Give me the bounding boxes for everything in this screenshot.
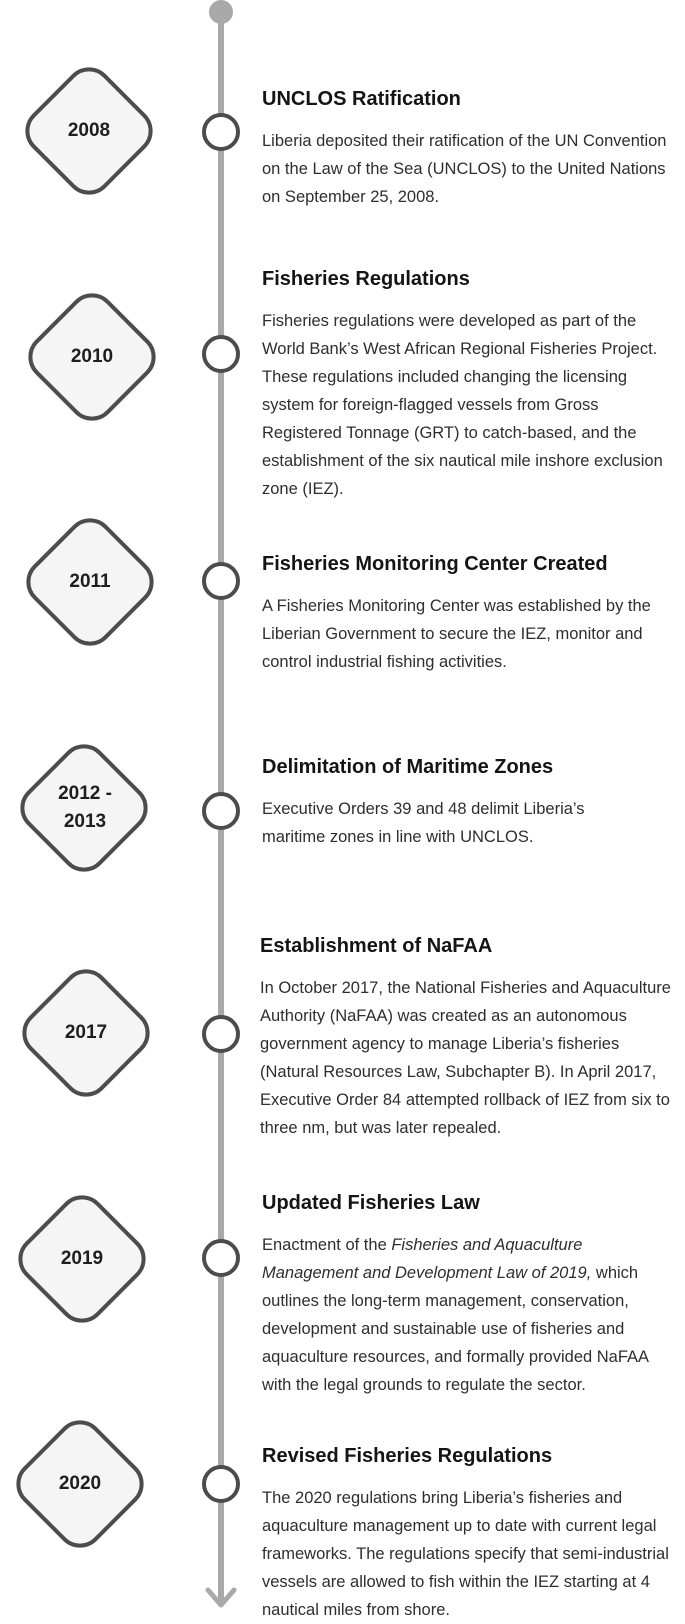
event-year: 2010	[70, 346, 114, 367]
event-year: 2017	[64, 1022, 108, 1043]
event-title: Establishment of NaFAA	[260, 935, 493, 957]
event-year: 2008	[67, 120, 111, 141]
timeline-node	[202, 335, 240, 373]
timeline-node	[202, 1465, 240, 1503]
description-prefix: Enactment of the	[262, 1236, 392, 1254]
timeline-node	[202, 1015, 240, 1053]
event-description: Fisheries regulations were developed as part of the World Bank’s West African Regional Fisheries Project. These regulations included changing the licensing system for foreign-flagged vessels from Gross Registered Tonnage (GRT) to catch-based, and the establishment of the six nautical mile inshore exclusion zone (IEZ).	[262, 312, 663, 498]
event-title: Revised Fisheries Regulations	[262, 1445, 553, 1467]
event-description: Liberia deposited their ratification of the UN Convention on the Law of the Sea (UNCLOS) to the United Nations on September 25, 2008.	[262, 132, 667, 206]
timeline-node	[202, 562, 240, 600]
event-title: Fisheries Monitoring Center Created	[262, 553, 608, 575]
event-year: 2011	[69, 571, 111, 592]
event-description: Executive Orders 39 and 48 delimit Liberia’s maritime zones in line with UNCLOS.	[262, 800, 585, 846]
event-description	[262, 1231, 672, 1399]
event-description: A Fisheries Monitoring Center was established by the Liberian Government to secure the IEZ, monitor and control industrial fishing activities.	[262, 597, 651, 671]
event-year: 2019	[60, 1248, 104, 1269]
event-year: 2012 - 2013	[58, 783, 112, 832]
description-suffix: which outlines the long-term management, conservation, development and sustainable use of fisheries and aquaculture resources, and formally provided NaFAA with the legal grounds to regulate the sector.	[262, 1264, 649, 1394]
timeline-node	[202, 1239, 240, 1277]
event-title: UNCLOS Ratification	[262, 88, 461, 110]
event-title: Fisheries Regulations	[262, 268, 470, 290]
timeline-node	[202, 113, 240, 151]
timeline-node	[202, 792, 240, 830]
event-description: The 2020 regulations bring Liberia’s fisheries and aquaculture management up to date with current legal frameworks. The regulations specify that semi-industrial vessels are allowed to fish within the IEZ starting at 4 nautical miles from shore.	[262, 1489, 669, 1619]
event-title: Delimitation of Maritime Zones	[262, 756, 554, 778]
timeline-start-dot	[209, 0, 233, 24]
event-description: In October 2017, the National Fisheries and Aquaculture Authority (NaFAA) was created as an autonomous government agency to manage Liberia’s fisheries (Natural Resources Law, Subchapter B). In April 2017, Executive Order 84 attempted rollback of IEZ from six to three nm, but was later repealed.	[260, 979, 671, 1137]
event-year: 2020	[58, 1473, 102, 1494]
event-title: Updated Fisheries Law	[262, 1192, 480, 1214]
law-title: Fisheries and Aquaculture Management and Development Law of 2019,	[262, 1236, 592, 1282]
